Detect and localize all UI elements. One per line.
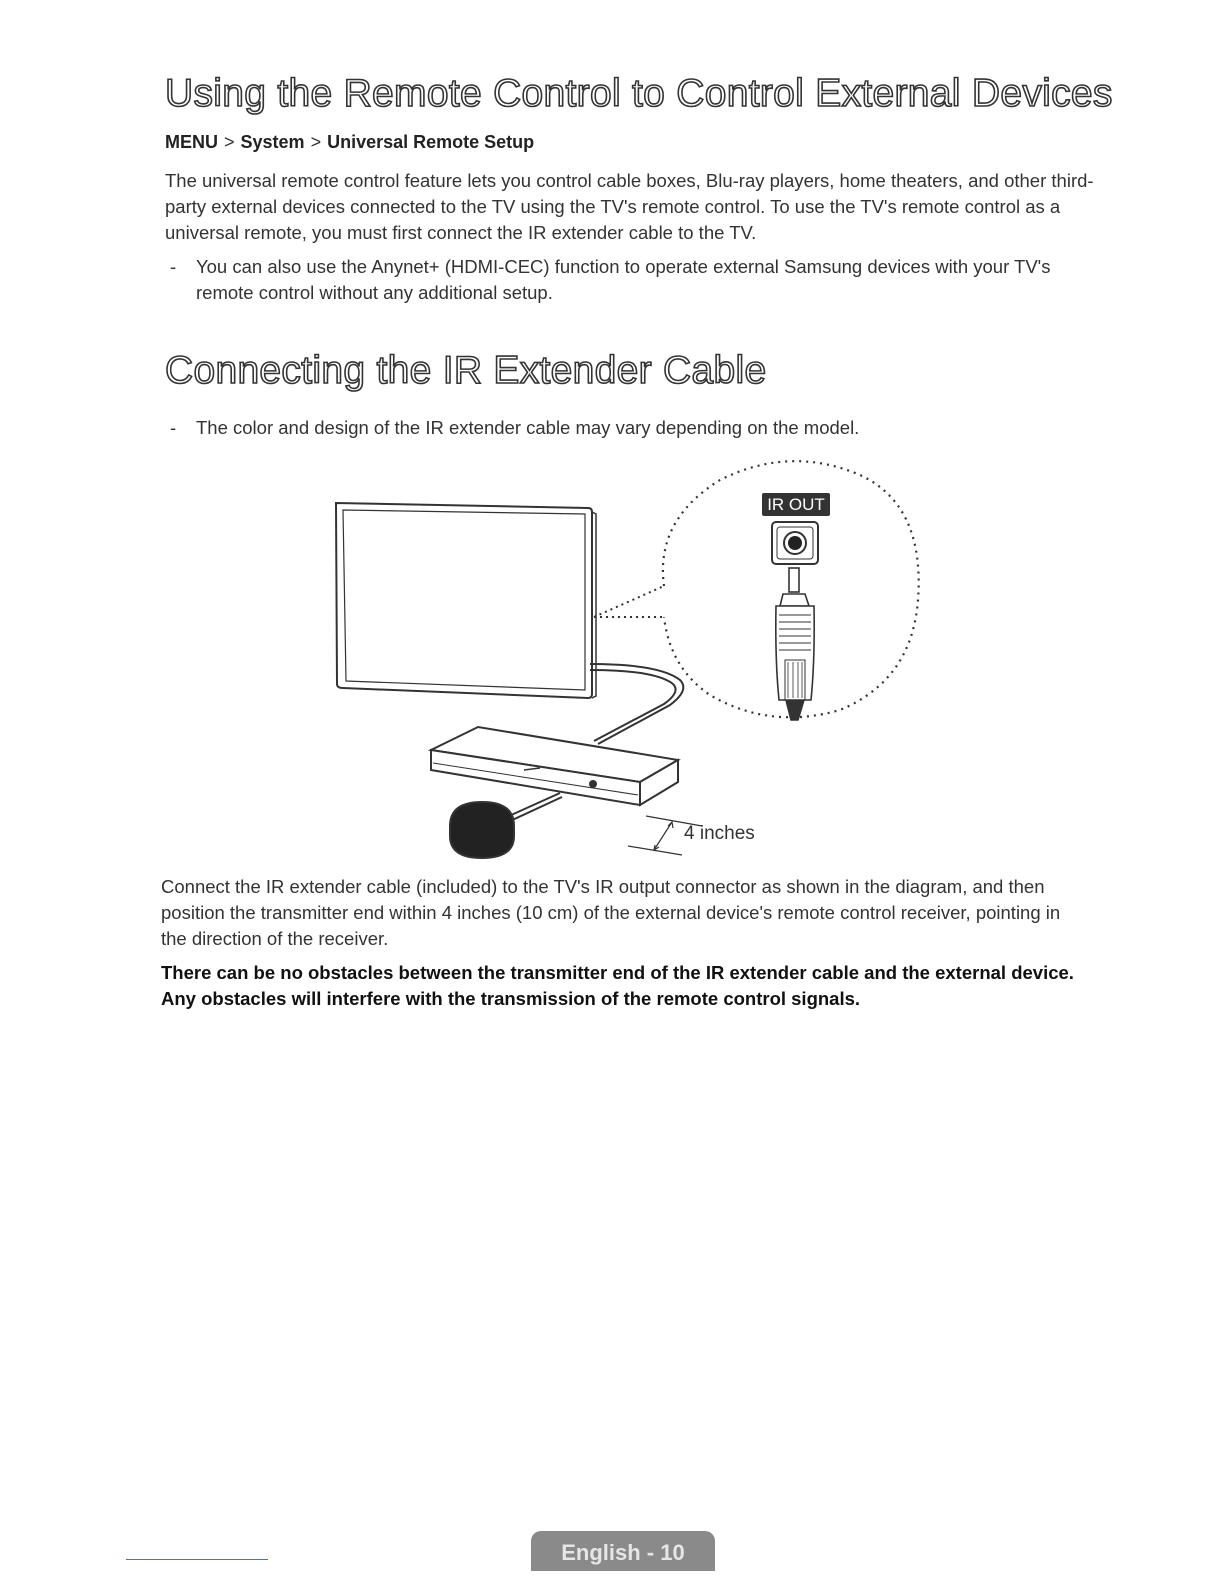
cable (590, 664, 683, 744)
breadcrumb-item-menu: MENU (165, 132, 218, 152)
note-anynet (170, 254, 1085, 306)
external-device-box (431, 727, 678, 805)
ir-out-label: IR OUT (762, 493, 830, 516)
footer-link-line (126, 1559, 268, 1560)
note-dash: - (170, 417, 177, 438)
ir-port-icon (772, 522, 818, 564)
breadcrumb-separator: > (310, 132, 322, 152)
breadcrumb-separator: > (224, 132, 235, 152)
tv-illustration (336, 503, 596, 698)
breadcrumb (165, 132, 534, 153)
breadcrumb-item-universal-remote-setup: Universal Remote Setup (327, 132, 535, 152)
callout-lines (594, 586, 664, 617)
note-text: You can also use the Anynet+ (HDMI-CEC) function to operate external Samsung devices with your TV's remote control without any additional setup. (196, 256, 1051, 303)
connect-instructions: Connect the IR extender cable (included) to the TV's IR output connector as shown in the diagram, and then position the transmitter end within 4 inches (10 cm) of the external device's remote control receiver, pointing in the direction of the receiver. (161, 876, 1061, 949)
warning-text: There can be no obstacles between the transmitter end of the IR extender cable and the external device. Any obstacles will interfere with the transmission of the remote control signals. (161, 962, 1074, 1009)
distance-label: 4 inches (684, 823, 755, 844)
ir-plug-icon (776, 568, 814, 720)
note-dash: - (170, 256, 177, 277)
note-text: The color and design of the IR extender cable may vary depending on the model. (196, 417, 860, 438)
page-number-badge: English - 10 (531, 1531, 715, 1571)
section-title-ir-extender: Connecting the IR Extender Cable (165, 349, 767, 392)
ir-transmitter (450, 793, 562, 858)
note-cable-design (170, 415, 1085, 441)
breadcrumb-item-system: System (240, 132, 305, 152)
intro-paragraph: The universal remote control feature lets you control cable boxes, Blu-ray players, home theaters, and other third-party external devices connected to the TV using the TV's remote control. To use the TV's remote control as a universal remote, you must first connect the IR extender cable to the TV. (165, 170, 1094, 243)
section-title-remote-control: Using the Remote Control to Control External Devices (165, 72, 1113, 115)
